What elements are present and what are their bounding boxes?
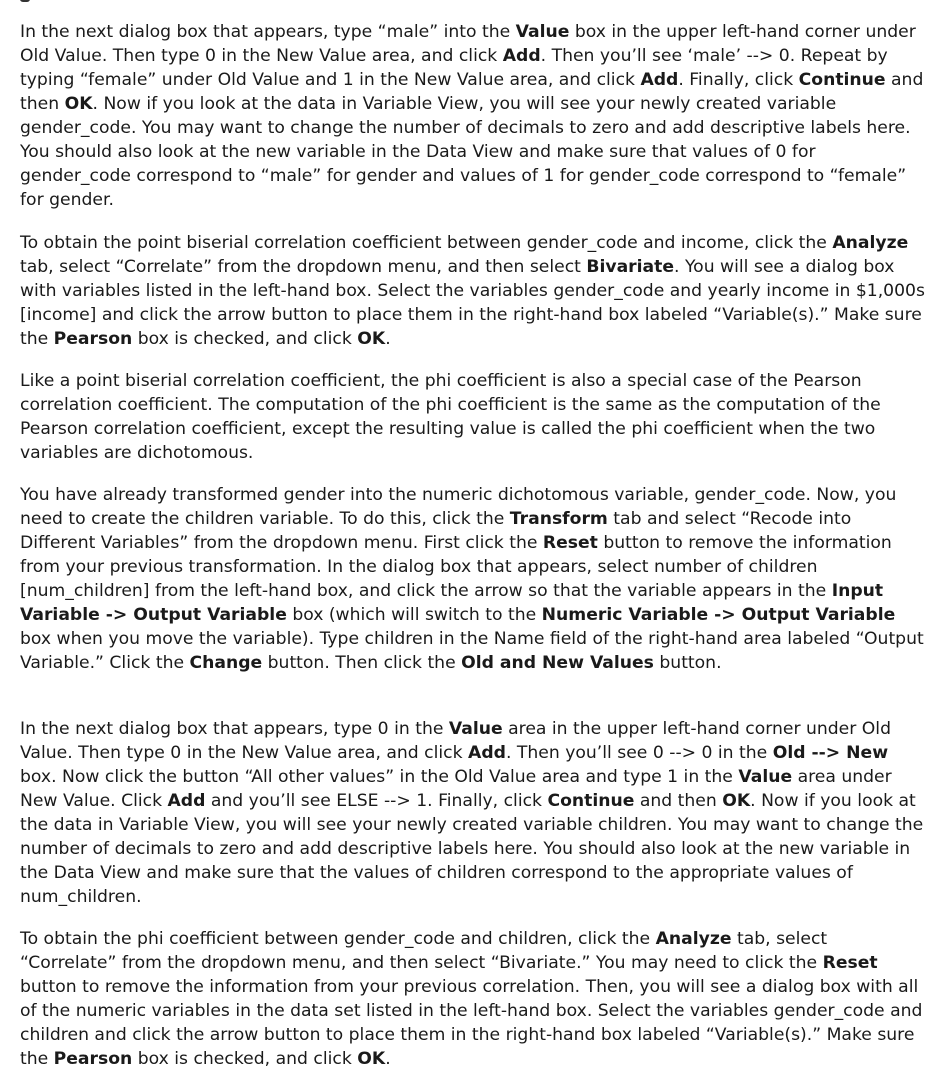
text-run: button to remove the information from your previous transformation. In the dialog box that appears, select number of children [num_children] from the left-hand box, and click the arrow so that the variable appears in the	[20, 533, 892, 601]
bold-term: Old --> New	[772, 743, 889, 763]
paragraph-4	[20, 483, 926, 675]
text-run: To obtain the phi coefficient between gender_code and children, click the	[20, 929, 656, 949]
bold-term: Pearson	[53, 1049, 133, 1069]
bold-term: OK	[722, 791, 751, 811]
text-run: . You will see a dialog box with variables listed in the left-hand box. Select the variables gender_code and yearly income in $1,000s [income] and click the arrow button to place them in the right-hand box labeled “Variable(s).” Make sure the	[20, 257, 925, 349]
bold-term: OK	[64, 94, 93, 114]
paragraph-3	[20, 369, 926, 465]
text-run: In the next dialog box that appears, type 0 in the	[20, 719, 449, 739]
text-run: To obtain the point biserial correlation coefficient between gender_code and income, click the	[20, 233, 833, 253]
text-run: box. Now click the button “All other values” in the Old Value area and type 1 in the	[20, 767, 739, 787]
text-run: tab and select “Recode into Different Variables” from the dropdown menu. First click the	[20, 509, 852, 553]
paragraph-2	[20, 231, 926, 351]
text-run: tab, select “Correlate” from the dropdown menu, and then select “Bivariate.” You may need to click the	[20, 929, 828, 973]
bold-term: Old and New Values	[461, 653, 654, 673]
text-run: .	[385, 1049, 391, 1069]
text-run: and then	[20, 70, 924, 114]
paragraph-5	[20, 717, 926, 909]
text-run: and then	[634, 791, 723, 811]
bold-term: Value	[738, 767, 793, 787]
text-run: box is checked, and click	[132, 1049, 358, 1069]
bold-term: Numeric Variable -> Output Variable	[541, 605, 896, 625]
text-run: box when you move the variable). Type children in the Name field of the right-hand area labeled “Output Variable.” Click the	[20, 629, 924, 673]
text-run: In the next dialog box that appears, type “male” into the	[20, 22, 516, 42]
text-run: area in the upper left-hand corner under Old Value. Then type 0 in the New Value area, and click	[20, 719, 891, 763]
text-run: box in the upper left-hand corner under Old Value. Then type 0 in the New Value area, and click	[20, 22, 916, 66]
text-run: You have already transformed gender into the numeric dichotomous variable, gender_code. Now, you need to create the children variable. To do this, click the	[20, 485, 897, 529]
paragraph-6	[20, 927, 926, 1071]
bold-term: Reset	[822, 953, 878, 973]
bold-term: Value	[448, 719, 503, 739]
paragraph-1	[20, 20, 926, 212]
text-run: . Then you’ll see ‘male’ --> 0. Repeat by typing “female” under Old Value and 1 in the New Value area, and click	[20, 46, 888, 90]
text-run: . Now if you look at the data in Variable View, you will see your newly created variable children. You may want to change the number of decimals to zero and add descriptive labels here. You should also look at the new variable in the Data View and make sure that the values of children correspond to the appropriate values of num_children.	[20, 791, 924, 907]
bold-term: Change	[189, 653, 263, 673]
text-run: . Then you’ll see 0 --> 0 in the	[505, 743, 773, 763]
text-run: . Finally, click	[678, 70, 799, 90]
bold-term: Add	[640, 70, 679, 90]
bold-term: Add	[167, 791, 206, 811]
text-run: button to remove the information from your previous correlation. Then, you will see a dialog box with all of the numeric variables in the data set listed in the left-hand box. Select the variables gender_code and children and click the arrow button to place them in the right-hand box labeled “Variable(s).” Make sure the	[20, 977, 923, 1069]
bold-term: Add	[468, 743, 506, 763]
text-run: .	[385, 329, 391, 349]
text-run: and you’ll see ELSE --> 1. Finally, click	[205, 791, 548, 811]
bold-term: Reset	[542, 533, 598, 553]
bold-term: Continue	[547, 791, 635, 811]
text-run: box (which will switch to the	[286, 605, 542, 625]
bold-term: Bivariate	[586, 257, 675, 277]
text-run: Like a point biserial correlation coefficient, the phi coefficient is also a special case of the Pearson correlation coefficient. The computation of the phi coefficient is the same as the computation of the Pearson correlation coefficient, except the resulting value is called the phi coefficient when the two variables are dichotomous.	[20, 371, 881, 463]
cropped-heading-fragment	[20, 0, 34, 2]
text-run: button. Then click the	[262, 653, 462, 673]
bold-term: Analyze	[832, 233, 909, 253]
bold-term: Add	[502, 46, 541, 66]
text-run: area under New Value. Click	[20, 767, 892, 811]
text-run: tab, select “Correlate” from the dropdown menu, and then select	[20, 257, 587, 277]
bold-term: OK	[357, 329, 386, 349]
bold-term: Continue	[798, 70, 886, 90]
bold-term: Pearson	[53, 329, 133, 349]
bold-term: Analyze	[655, 929, 732, 949]
bold-term: Value	[515, 22, 570, 42]
text-run: button.	[653, 653, 722, 673]
text-run: box is checked, and click	[132, 329, 358, 349]
text-run: . Now if you look at the data in Variable View, you will see your newly created variable gender_code. You may want to change the number of decimals to zero and add descriptive labels here. You should also look at the new variable in the Data View and make sure that values of 0 for gender_code correspond to “male” for gender and values of 1 for gender_code correspond to “female” for gender.	[20, 94, 911, 210]
bold-term: Input Variable -> Output Variable	[20, 581, 884, 625]
bold-term: OK	[357, 1049, 386, 1069]
bold-term: Transform	[509, 509, 608, 529]
